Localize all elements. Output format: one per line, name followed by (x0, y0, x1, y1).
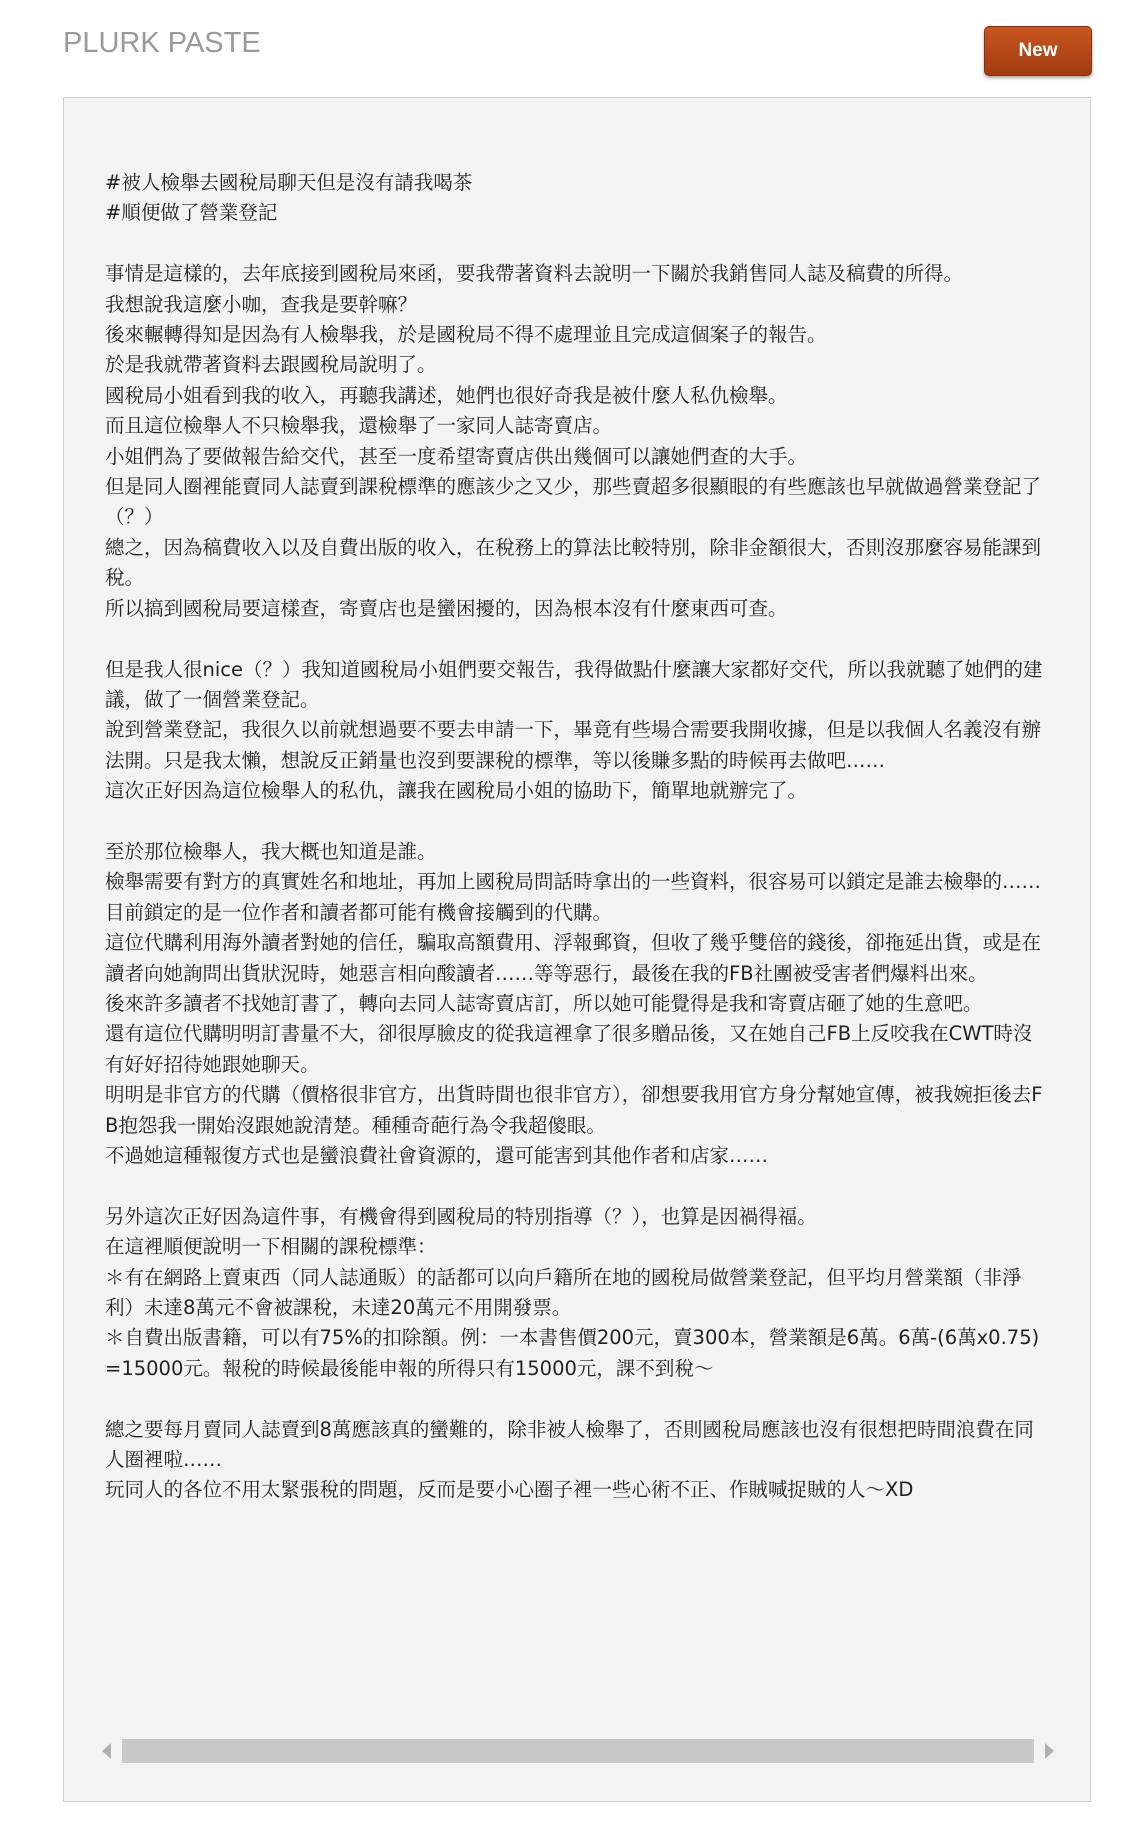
horizontal-scrollbar[interactable] (98, 1736, 1058, 1766)
paste-text-area[interactable] (63, 97, 1091, 1802)
scrollbar-track[interactable] (122, 1739, 1034, 1763)
scrollbar-thumb[interactable] (122, 1739, 1034, 1763)
paste-content: #被人檢舉去國稅局聊天但是沒有請我喝茶 #順便做了營業登記 事情是這樣的，去年底接到國稅局來函，要我帶著資料去說明一下關於我銷售同人誌及稿費的所得。 我想說我這麼小咖，查我是要幹嘛？ 後來輾轉得知是因為有人檢舉我，於是國稅局不得不處理並且完成這個案子的報告。 於是我就帶著資料去跟國稅局說明了。 國稅局小姐看到我的收入，再聽我講述，她們也很好奇我是被什麼人私仇檢舉。 而且這位檢舉人不只檢舉我，還檢舉了一家同人誌寄賣店。 小姐們為了要做報告給交代，甚至一度希望寄賣店供出幾個可以讓她們查的大手。 但是同人圈裡能賣同人誌賣到課稅標準的應該少之又少，那些賣超多很顯眼的有些應該也早就做過營業登記了（？） 總之，因為稿費收入以及自費出版的收入，在稅務上的算法比較特別，除非金額很大，否則沒那麼容易能課到稅。 所以搞到國稅局要這樣查，寄賣店也是蠻困擾的，因為根本沒有什麼東西可查。 但是我人很nice（？）我知道國稅局小姐們要交報告，我得做點什麼讓大家都好交代，所以我就聽了她們的建議，做了一個營業登記。 說到營業登記，我很久以前就想過要不要去申請一下，畢竟有些場合需要我開收據，但是以我個人名義沒有辦法開。只是我太懶，想說反正銷量也沒到要課稅的標準，等以後賺多點的時候再去做吧…… 這次正好因為這位檢舉人的私仇，讓我在國稅局小姐的協助下，簡單地就辦完了。 至於那位檢舉人，我大概也知道是誰。 檢舉需要有對方的真實姓名和地址，再加上國稅局問話時拿出的一些資料，很容易可以鎖定是誰去檢舉的…… 目前鎖定的是一位作者和讀者都可能有機會接觸到的代購。 這位代購利用海外讀者對她的信任，騙取高額費用、浮報郵資，但收了幾乎雙倍的錢後，卻拖延出貨，或是在讀者向她詢問出貨狀況時，她惡言相向酸讀者……等等惡行，最後在我的FB社團被受害者們爆料出來。 後來許多讀者不找她訂書了，轉向去同人誌寄賣店訂，所以她可能覺得是我和寄賣店砸了她的生意吧。 還有這位代購明明訂書量不大，卻很厚臉皮的從我這裡拿了很多贈品後，又在她自己FB上反咬我在CWT時沒有好好招待她跟她聊天。 明明是非官方的代購（價格很非官方，出貨時間也很非官方），卻想要我用官方身分幫她宣傳，被我婉拒後去FB抱怨我一開始沒跟她說清楚。種種奇葩行為令我超傻眼。 不過她這種報復方式也是蠻浪費社會資源的，還可能害到其他作者和店家…… 另外這次正好因為這件事，有機會得到國稅局的特別指導（？），也算是因禍得福。 在這裡順便說明一下相關的課稅標準： ＊有在網路上賣東西（同人誌通販）的話都可以向戶籍所在地的國稅局做營業登記，但平均月營業額（非淨利）未達8萬元不會被課稅，未達20萬元不用開發票。 ＊自費出版書籍，可以有75%的扣除額。例：一本書售價200元，賣300本，營業額是6萬。6萬-(6萬x0.75)=15000元。報稅的時候最後能申報的所得只有15000元，課不到稅～ 總之要每月賣同人誌賣到8萬應該真的蠻難的，除非被人檢舉了，否則國稅局應該也沒有很想把時間浪費在同人圈裡啦…… 玩同人的各位不用太緊張稅的問題，反而是要小心圈子裡一些心術不正、作賊喊捉賊的人～XD (105, 171, 1043, 1502)
scroll-left-arrow-icon[interactable] (102, 1743, 111, 1759)
scroll-right-arrow-icon[interactable] (1045, 1743, 1054, 1759)
site-logo[interactable]: PLURK PASTE (63, 27, 261, 59)
new-paste-button[interactable]: New (984, 26, 1092, 76)
